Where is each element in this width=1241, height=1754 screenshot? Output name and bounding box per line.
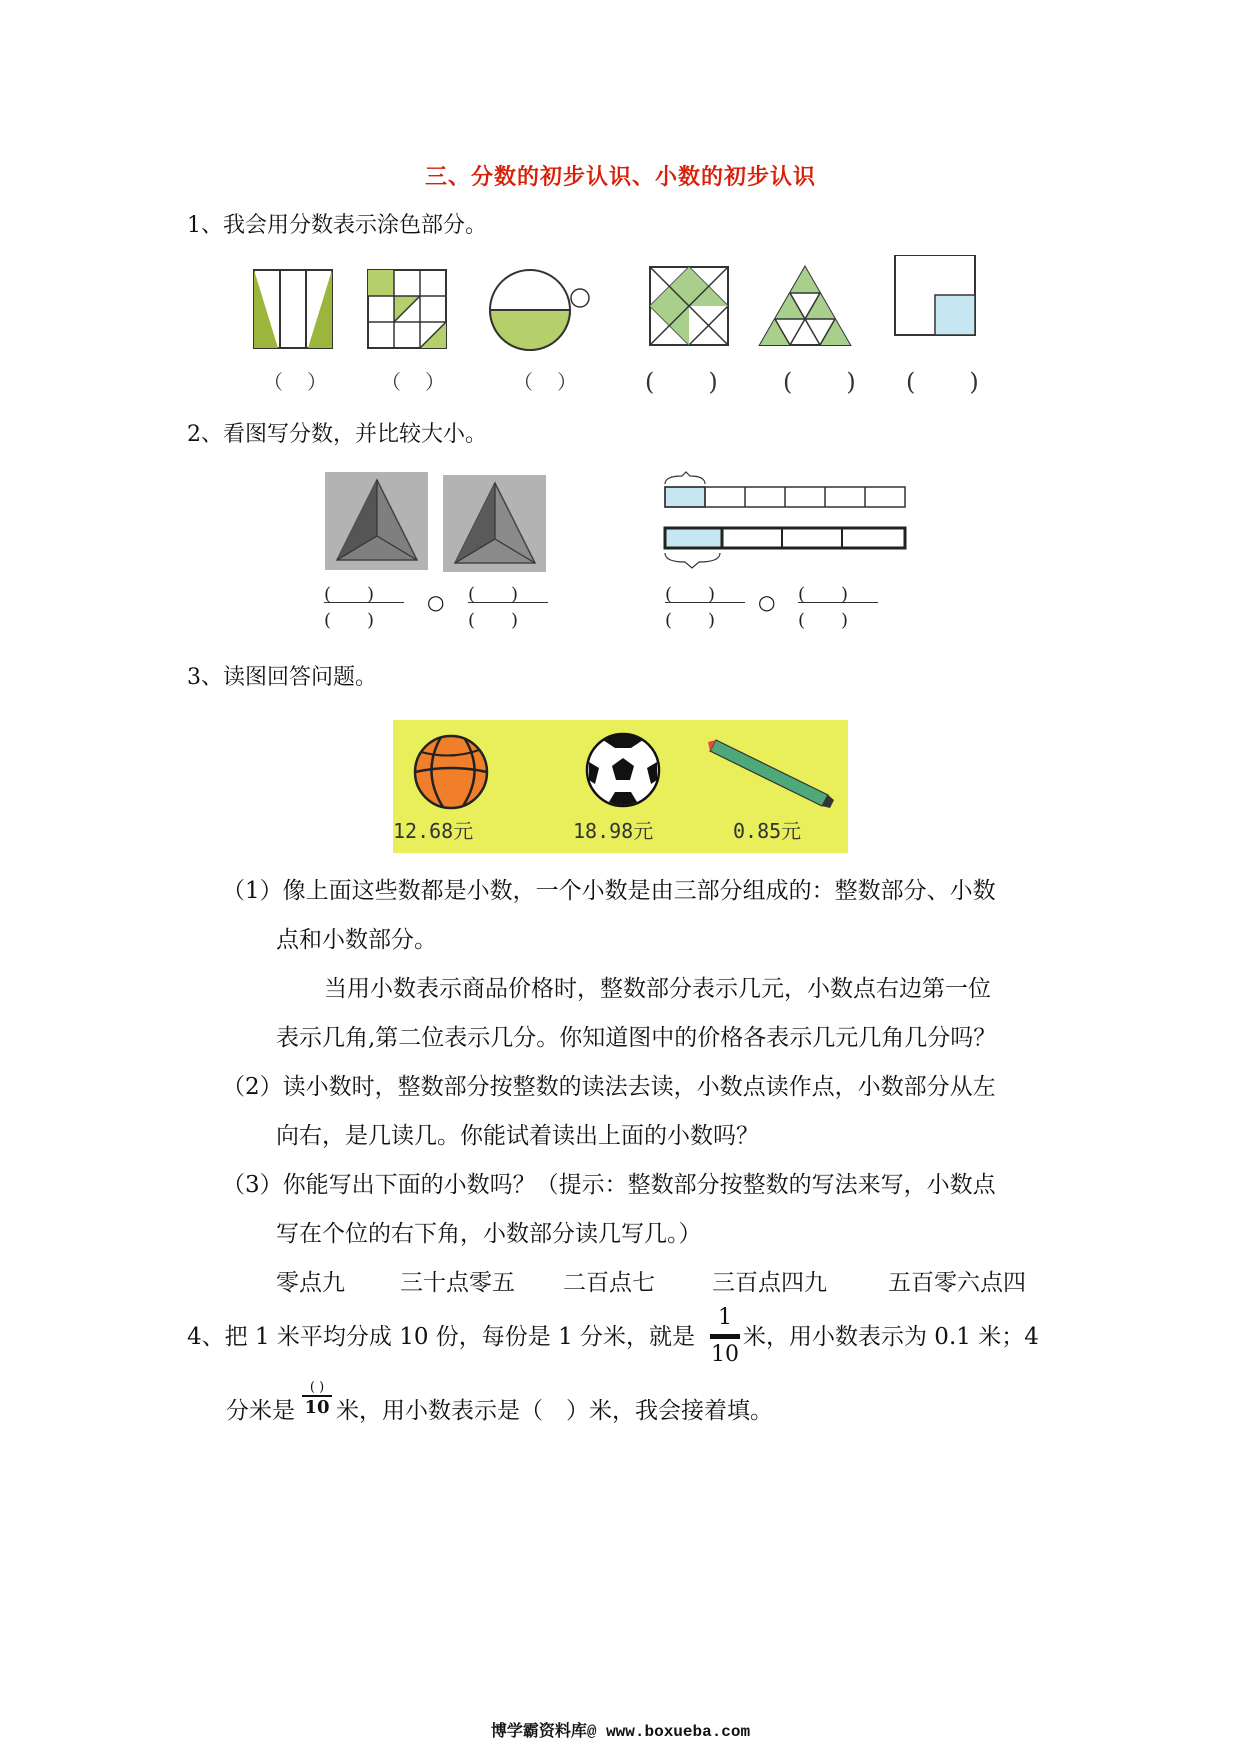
q3-part3-line1: （3）你能写出下面的小数吗？（提示：整数部分按整数的写法来写，小数点	[222, 1172, 996, 1198]
page-title: 三、分数的初步认识、小数的初步认识	[424, 164, 816, 190]
q1-shape-1	[254, 270, 332, 348]
q4-line1-start: 4、把 1 米平均分成 10 份，每份是 1 分米，就是	[187, 1324, 696, 1350]
q3-word-2: 三十点零五	[400, 1270, 515, 1296]
q2-triangle-figures	[325, 472, 550, 572]
q2-frac-1-top[interactable]: ( )	[324, 584, 375, 605]
q1-answer-2[interactable]: （ ）	[381, 370, 447, 394]
price-pencil: 0.85元	[733, 819, 802, 843]
basketball-icon	[415, 736, 487, 808]
q2-triangle-2	[443, 475, 546, 572]
q4-fraction-bar	[710, 1334, 740, 1339]
q2-triangle-1	[325, 472, 428, 570]
q1-shape-4	[650, 267, 728, 345]
q4-fraction2-numerator[interactable]: ( )	[309, 1380, 325, 1395]
pencil-icon	[708, 740, 834, 808]
q3-word-4: 三百点四九	[712, 1270, 827, 1296]
q3-part2-line2: 向右，是几读几。你能试着读出上面的小数吗？	[276, 1123, 759, 1149]
q3-word-5: 五百零六点四	[888, 1270, 1026, 1296]
question-2-label: 2、看图写分数，并比较大小。	[187, 422, 487, 447]
q1-answer-4[interactable]: ( )	[645, 368, 720, 396]
q1-answer-3[interactable]: （ ）	[513, 370, 579, 394]
q3-part1-line4: 表示几角,第二位表示几分。你知道图中的价格各表示几元几角几分吗？	[276, 1025, 997, 1051]
q3-part1-line1: （1）像上面这些数都是小数，一个小数是由三部分组成的：整数部分、小数	[222, 878, 996, 904]
price-panel	[393, 720, 848, 853]
q4-line1-end: 米，用小数表示为 0.1 米；4	[743, 1324, 1039, 1350]
q4-fraction2-denominator: 10	[304, 1397, 330, 1418]
q3-word-3: 二百点七	[563, 1270, 655, 1296]
q1-answer-1[interactable]: （ ）	[263, 370, 329, 394]
q1-shape-5	[760, 267, 850, 345]
q1-shape-6	[895, 255, 975, 335]
q4-line2-end: 米，用小数表示是（ ）米，我会接着填。	[336, 1398, 773, 1424]
q3-part1-line3: 当用小数表示商品价格时，整数部分表示几元，小数点右边第一位	[324, 976, 991, 1002]
q2-bar-figures	[660, 470, 920, 580]
q2-frac-2-line	[468, 602, 548, 603]
soccer-ball-icon	[587, 734, 659, 806]
q1-shape-2	[368, 270, 446, 348]
q3-part3-line2: 写在个位的右下角，小数部分读几写几。）	[276, 1221, 702, 1247]
q3-part2-line1: （2）读小数时，整数部分按整数的读法去读，小数点读作点，小数部分从左	[222, 1074, 996, 1100]
q4-fraction-denominator: 10	[711, 1342, 739, 1367]
q1-shapes	[250, 255, 1010, 355]
q3-word-1: 零点九	[276, 1270, 345, 1296]
q1-answer-5[interactable]: ( )	[783, 368, 858, 396]
price-basketball: 12.68元	[393, 819, 474, 843]
q2-frac-2-top[interactable]: ( )	[468, 584, 519, 605]
q1-shape-3	[490, 270, 589, 350]
q2-bar-2	[665, 528, 905, 568]
q2-frac-3-top[interactable]: ( )	[665, 584, 716, 605]
q2-frac-4-bottom[interactable]: ( )	[798, 610, 849, 631]
q2-frac-4-line	[798, 602, 878, 603]
price-soccer-ball: 18.98元	[573, 819, 654, 843]
q4-fraction-numerator: 1	[718, 1305, 732, 1330]
q4-line2-start: 分米是	[226, 1398, 295, 1424]
question-3-label: 3、读图回答问题。	[187, 665, 377, 690]
q2-frac-3-line	[665, 602, 745, 603]
q2-frac-3-bottom[interactable]: ( )	[665, 610, 716, 631]
q2-bar-1	[665, 472, 905, 507]
q2-compare-circle-1[interactable]: ○	[427, 590, 445, 614]
q2-frac-1-line	[324, 602, 404, 603]
q2-frac-4-top[interactable]: ( )	[798, 584, 849, 605]
footer-watermark: 博学霸资料库@ www.boxueba.com	[490, 1723, 751, 1741]
q1-answer-6[interactable]: ( )	[906, 368, 981, 396]
q3-part1-line2: 点和小数部分。	[276, 927, 437, 953]
q2-compare-circle-2[interactable]: ○	[758, 590, 776, 614]
q2-frac-1-bottom[interactable]: ( )	[324, 610, 375, 631]
question-1-label: 1、我会用分数表示涂色部分。	[187, 213, 487, 238]
q2-frac-2-bottom[interactable]: ( )	[468, 610, 519, 631]
